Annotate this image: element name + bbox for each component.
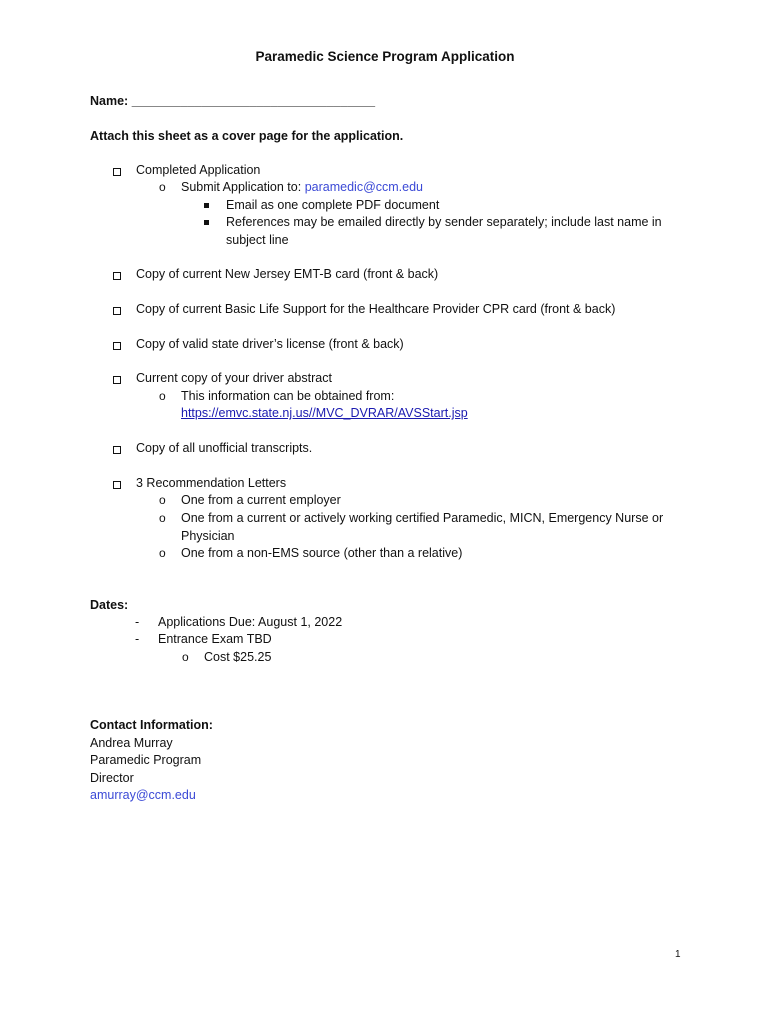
- item-completed-application: Completed Application: [136, 163, 261, 177]
- cover-page-instruction: Attach this sheet as a cover page for the application.: [90, 129, 404, 143]
- entrance-exam: Entrance Exam TBD: [158, 632, 272, 646]
- circle-bullet-icon: o: [159, 493, 166, 507]
- submit-label: Submit Application to:: [181, 180, 302, 194]
- item-recommendation-letters: 3 Recommendation Letters: [136, 476, 287, 490]
- checkbox-drivers-license[interactable]: [113, 342, 121, 350]
- name-field[interactable]: [90, 93, 375, 111]
- letter-employer: One from a current employer: [181, 493, 341, 507]
- letter-non-ems: One from a non-EMS source (other than a relative): [181, 546, 463, 560]
- abstract-url-link[interactable]: https://emvc.state.nj.us//MVC_DVRAR/AVSStart.jsp: [181, 406, 468, 420]
- checkbox-cpr-card[interactable]: [113, 307, 121, 315]
- circle-bullet-icon: o: [159, 546, 166, 560]
- circle-bullet-icon: o: [159, 389, 166, 403]
- contact-role: Director: [90, 771, 134, 785]
- dash-bullet-icon: -: [135, 632, 140, 646]
- checkbox-emt-card[interactable]: [113, 272, 121, 280]
- contact-heading: Contact Information:: [90, 718, 213, 732]
- item-cpr-card: Copy of current Basic Life Support for the Healthcare Provider CPR card (front & back): [136, 302, 616, 316]
- circle-bullet-icon: o: [159, 180, 166, 194]
- abstract-info: This information can be obtained from:: [181, 389, 395, 403]
- item-drivers-license: Copy of valid state driver’s license (front & back): [136, 337, 404, 351]
- name-label: Name:: [90, 94, 129, 108]
- contact-name: Andrea Murray: [90, 736, 173, 750]
- dates-heading: Dates:: [90, 598, 129, 612]
- email-note: Email as one complete PDF document: [226, 198, 440, 212]
- checkbox-transcripts[interactable]: [113, 446, 121, 454]
- item-driver-abstract: Current copy of your driver abstract: [136, 371, 332, 385]
- subitem-submit-application: [181, 179, 423, 197]
- applications-due: Applications Due: August 1, 2022: [158, 615, 343, 629]
- contact-email-link[interactable]: amurray@ccm.edu: [90, 788, 196, 802]
- page-title: Paramedic Science Program Application: [255, 49, 515, 64]
- checkbox-driver-abstract[interactable]: [113, 376, 121, 384]
- exam-cost: Cost $25.25: [204, 650, 272, 664]
- submit-email-link[interactable]: paramedic@ccm.edu: [304, 180, 423, 194]
- square-bullet-icon: [204, 203, 209, 208]
- checkbox-recommendation-letters[interactable]: [113, 481, 121, 489]
- references-note: References may be emailed directly by sender separately; include last name in subject line: [226, 215, 662, 247]
- dash-bullet-icon: -: [135, 615, 140, 629]
- checkbox-completed-application[interactable]: [113, 168, 121, 176]
- item-transcripts: Copy of all unofficial transcripts.: [136, 441, 313, 455]
- square-bullet-icon: [204, 220, 209, 225]
- item-emt-card: Copy of current New Jersey EMT-B card (front & back): [136, 267, 439, 281]
- letter-medical-professional: One from a current or actively working certified Paramedic, MICN, Emergency Nurse or Physician: [181, 511, 664, 543]
- name-blank-line: ___________________________________: [131, 94, 376, 108]
- page-number: 1: [675, 949, 681, 960]
- circle-bullet-icon: o: [159, 511, 166, 525]
- contact-program: Paramedic Program: [90, 753, 202, 767]
- circle-bullet-icon: o: [182, 650, 189, 664]
